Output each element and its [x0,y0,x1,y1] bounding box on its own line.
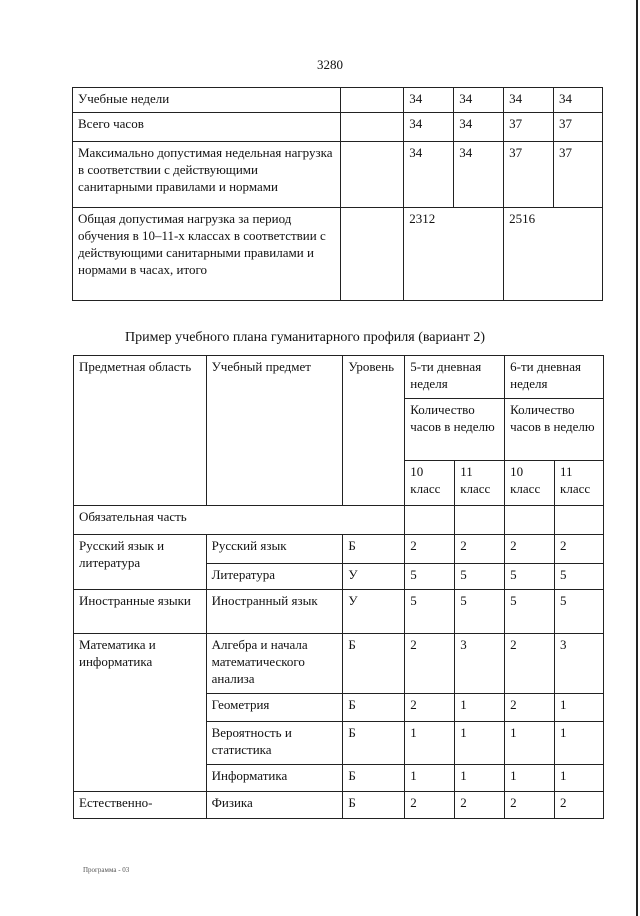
cell-value: 34 [404,88,454,113]
subject-level: Б [343,792,405,819]
section-row [74,506,604,535]
cell-value: 34 [404,142,454,208]
header-area: Предметная область [74,356,207,506]
cell-value: 37 [554,113,603,142]
cell-value: 34 [454,142,504,208]
cell-value: 5 [455,564,505,590]
row-label: Общая допустимая нагрузка за период обучения в 10–11-х классах в соответствии с действующими санитарными правилами и нормами в часах, итого [73,208,341,301]
page-number: 3280 [317,57,343,72]
subject-area: Русский язык и литература [74,535,207,590]
table-row [73,142,603,208]
cell-value: 2 [455,535,505,564]
header-week6: 6-ти дневная неделя [505,356,604,399]
cell-value: 2 [555,792,604,819]
cell-value: 37 [504,142,554,208]
cell-value: 3 [555,634,604,694]
cell-value: 1 [505,722,555,765]
curriculum-table [73,355,604,819]
cell-value: 37 [554,142,603,208]
header-hours5: Количество часов в неделю [405,399,505,461]
subject-level: Б [343,535,405,564]
cell-value: 1 [405,765,455,792]
page-footer: Программа - 03 [83,866,130,874]
load-table [72,87,603,301]
subject-name: Физика [206,792,343,819]
plan-caption: Пример учебного плана гуманитарного профиля (вариант 2) [124,330,485,345]
table-row [74,634,604,694]
cell-value: 2312 [404,208,504,301]
cell-value: 5 [555,564,604,590]
table-row [73,88,603,113]
mandatory-part: Обязательная часть [74,506,405,535]
cell-value: 1 [505,765,555,792]
cell-value: 1 [405,722,455,765]
cell-value: 1 [555,722,604,765]
cell-value: 34 [504,88,554,113]
row-label: Учебные недели [73,88,341,113]
cell-value: 1 [555,694,604,722]
subject-level: Б [343,634,405,694]
cell-value: 1 [555,765,604,792]
subject-level: У [343,590,405,634]
subject-level: Б [343,694,405,722]
subject-name: Иностранный язык [206,590,343,634]
cell-value: 34 [454,88,504,113]
cell-value: 34 [454,113,504,142]
cell-value: 5 [405,564,455,590]
header-week5: 5-ти дневная неделя [405,356,505,399]
subject-name: Русский язык [206,535,343,564]
cell-value: 5 [405,590,455,634]
row-label: Всего часов [73,113,341,142]
header-class: 11 класс [455,461,505,506]
cell-value: 2 [405,694,455,722]
subject-name: Геометрия [206,694,343,722]
subject-area: Математика и информатика [74,634,207,792]
cell-value: 3 [455,634,505,694]
table-row [74,535,604,564]
cell-value: 34 [554,88,603,113]
cell-value: 1 [455,765,505,792]
header-subject: Учебный предмет [206,356,343,506]
cell-value: 2 [555,535,604,564]
cell-value: 2 [455,792,505,819]
cell-value: 5 [505,564,555,590]
cell-value: 5 [555,590,604,634]
cell-value: 1 [455,722,505,765]
header-row [74,356,604,399]
cell-value: 2 [505,694,555,722]
table-row [74,792,604,819]
cell-value: 2 [505,535,555,564]
cell-value: 5 [455,590,505,634]
header-level: Уровень [343,356,405,506]
subject-level: Б [343,765,405,792]
cell-value: 2516 [504,208,603,301]
header-class: 11 класс [555,461,604,506]
cell-value: 2 [405,634,455,694]
subject-name: Вероятность и статистика [206,722,343,765]
subject-level: Б [343,722,405,765]
cell-value: 2 [405,792,455,819]
header-hours6: Количество часов в неделю [505,399,604,461]
table-row [73,208,603,301]
cell-value: 2 [405,535,455,564]
subject-name: Информатика [206,765,343,792]
subject-area: Иностранные языки [74,590,207,634]
subject-name: Алгебра и начала математического анализа [206,634,343,694]
cell-value: 1 [455,694,505,722]
subject-name: Литература [206,564,343,590]
cell-value: 37 [504,113,554,142]
header-class: 10 класс [405,461,455,506]
cell-value: 2 [505,634,555,694]
table-row [73,113,603,142]
subject-level: У [343,564,405,590]
cell-value: 5 [505,590,555,634]
cell-value: 34 [404,113,454,142]
table-row [74,590,604,634]
header-class: 10 класс [505,461,555,506]
cell-value: 2 [505,792,555,819]
scan-edge [636,0,638,916]
row-label: Максимально допустимая недельная нагрузка в соответствии с действующими санитарными правилами и нормами [73,142,341,208]
subject-area: Естественно- [74,792,207,819]
